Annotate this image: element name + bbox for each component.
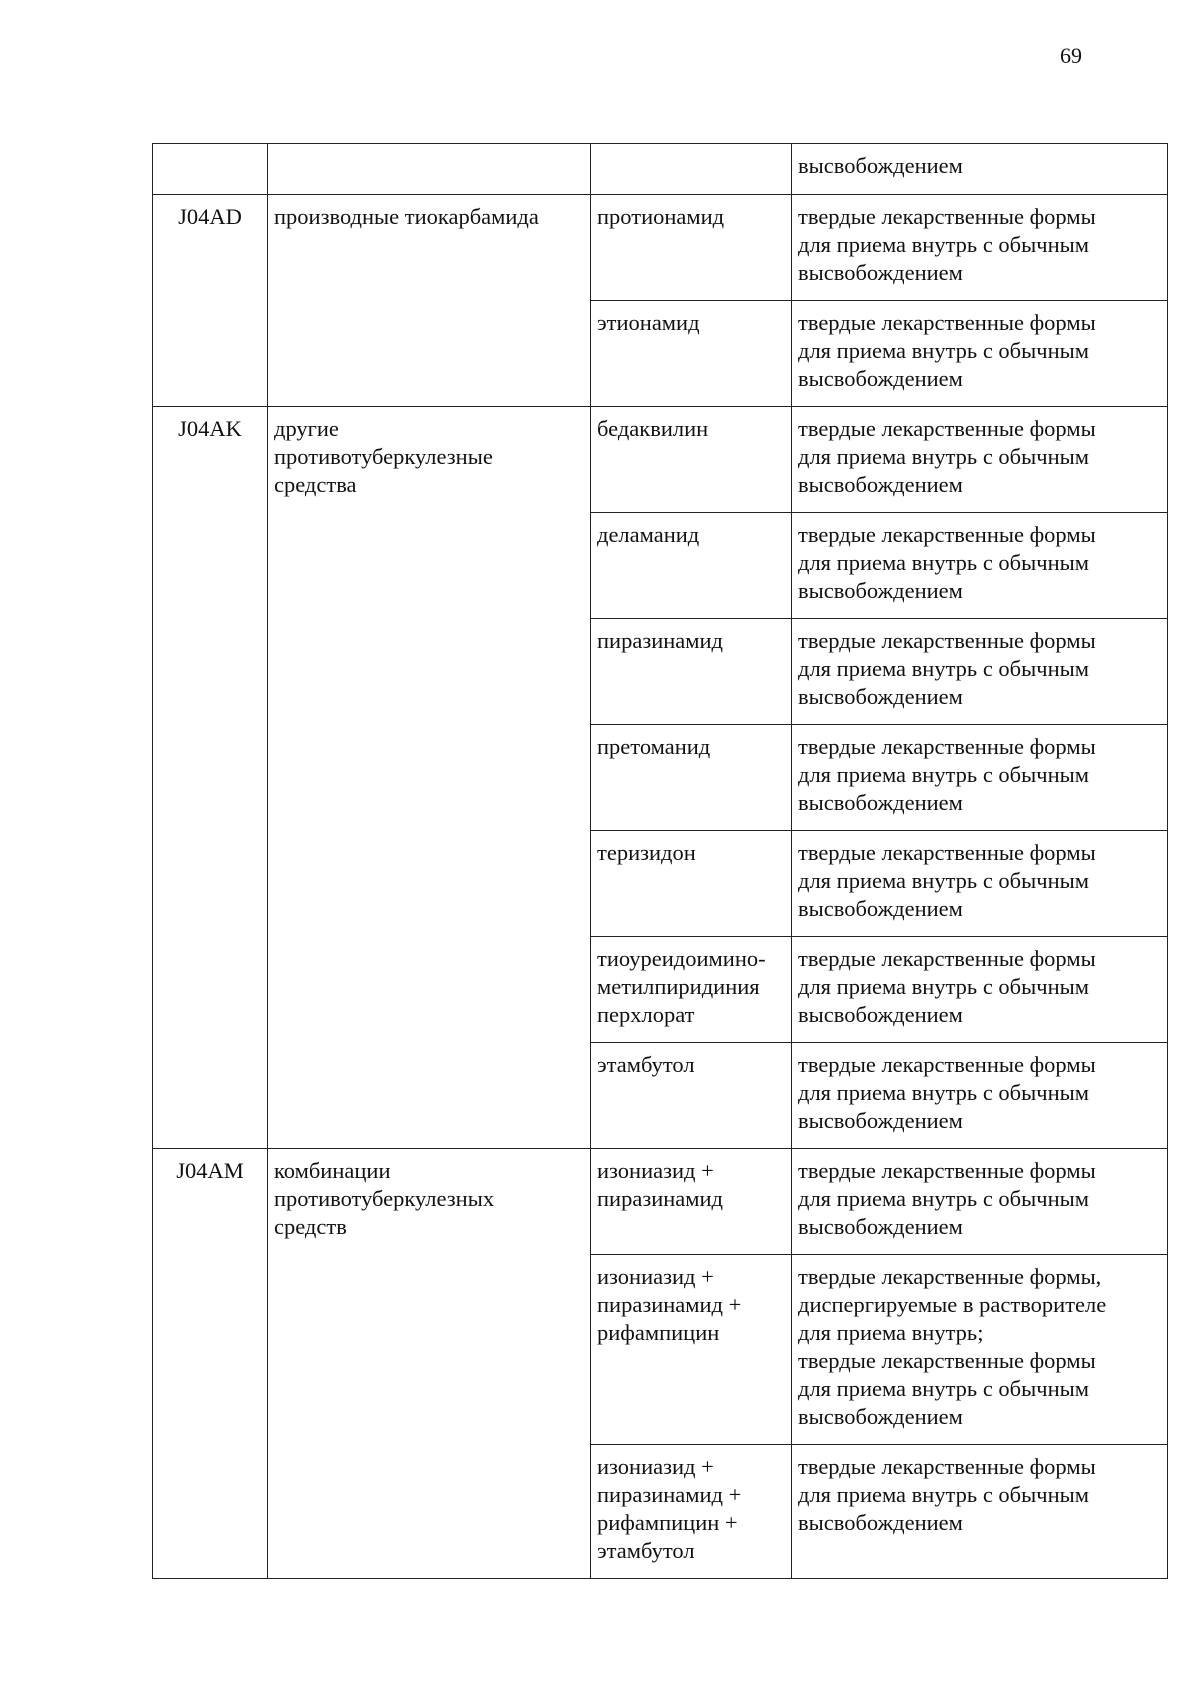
- atc-code-cell: [153, 195, 268, 407]
- drug-cell: [591, 144, 792, 195]
- group-line: другие: [274, 416, 339, 441]
- group-cell: [268, 1149, 591, 1579]
- drug-line: изониазид +: [597, 1454, 714, 1479]
- form-cell: [792, 725, 1168, 831]
- form-line: твердые лекарственные формы: [798, 522, 1096, 547]
- drug-line: пиразинамид: [597, 628, 724, 653]
- form-line: для приема внутрь с обычным: [798, 762, 1089, 787]
- form-line: высвобождением: [798, 1002, 963, 1027]
- drug-line: деламанид: [597, 522, 700, 547]
- form-line: высвобождением: [798, 260, 963, 285]
- group-cell: [268, 407, 591, 1149]
- form-line: твердые лекарственные формы: [798, 1348, 1096, 1373]
- drug-cell: [591, 301, 792, 407]
- form-line: для приема внутрь с обычным: [798, 974, 1089, 999]
- form-line: твердые лекарственные формы: [798, 946, 1096, 971]
- form-line: высвобождением: [798, 790, 963, 815]
- drug-line: протионамид: [597, 204, 725, 229]
- group-line: противотуберкулезных: [274, 1186, 495, 1211]
- form-line: твердые лекарственные формы: [798, 1454, 1096, 1479]
- form-line: высвобождением: [798, 578, 963, 603]
- form-cell: [792, 144, 1168, 195]
- group-cell: [268, 195, 591, 407]
- form-line: для приема внутрь с обычным: [798, 868, 1089, 893]
- form-line: твердые лекарственные формы: [798, 840, 1096, 865]
- form-line: твердые лекарственные формы: [798, 628, 1096, 653]
- drug-line: бедаквилин: [597, 416, 709, 441]
- drug-line: претоманид: [597, 734, 711, 759]
- drug-line: изониазид +: [597, 1264, 714, 1289]
- group-line: средства: [274, 472, 357, 497]
- drug-cell: [591, 1043, 792, 1149]
- form-line: для приема внутрь с обычным: [798, 1376, 1089, 1401]
- form-line: для приема внутрь с обычным: [798, 656, 1089, 681]
- drug-line: пиразинамид +: [597, 1292, 742, 1317]
- drug-line: этамбутол: [597, 1052, 695, 1077]
- drug-line: рифампицин: [597, 1320, 720, 1345]
- atc-code: J04AM: [176, 1158, 244, 1183]
- form-cell: [792, 831, 1168, 937]
- drug-line: перхлорат: [597, 1002, 695, 1027]
- group-cell: [268, 144, 591, 195]
- form-cell: [792, 407, 1168, 513]
- form-line: диспергируемые в растворителе: [798, 1292, 1107, 1317]
- table-row: [153, 144, 1168, 195]
- form-line: для приема внутрь с обычным: [798, 1080, 1089, 1105]
- drug-line: пиразинамид +: [597, 1482, 742, 1507]
- table-row: [153, 407, 1168, 513]
- form-line: твердые лекарственные формы: [798, 1052, 1096, 1077]
- form-line: высвобождением: [798, 684, 963, 709]
- form-line: твердые лекарственные формы: [798, 416, 1096, 441]
- form-line: твердые лекарственные формы: [798, 1158, 1096, 1183]
- drug-line: этамбутол: [597, 1538, 695, 1563]
- page-number: 69: [1060, 43, 1082, 68]
- drug-cell: [591, 1149, 792, 1255]
- drug-line: теризидон: [597, 840, 696, 865]
- form-line: для приема внутрь с обычным: [798, 338, 1089, 363]
- drug-line: тиоуреидоимино-: [597, 946, 766, 971]
- form-cell: [792, 1149, 1168, 1255]
- drug-cell: [591, 619, 792, 725]
- group-line: противотуберкулезные: [274, 444, 493, 469]
- drug-cell: [591, 937, 792, 1043]
- atc-code-cell: [153, 1149, 268, 1579]
- drug-cell: [591, 1255, 792, 1445]
- drug-cell: [591, 831, 792, 937]
- drug-cell: [591, 725, 792, 831]
- form-line: твердые лекарственные формы: [798, 204, 1096, 229]
- atc-code: J04AK: [178, 416, 242, 441]
- drug-line: пиразинамид: [597, 1186, 724, 1211]
- form-line: высвобождением: [798, 1108, 963, 1133]
- group-line: средств: [274, 1214, 347, 1239]
- atc-code: J04AD: [178, 204, 242, 229]
- table-row: [153, 1149, 1168, 1255]
- form-line: высвобождением: [798, 366, 963, 391]
- drug-line: этионамид: [597, 310, 700, 335]
- form-line: твердые лекарственные формы: [798, 734, 1096, 759]
- group-line: производные тиокарбамида: [274, 204, 539, 229]
- form-line: твердые лекарственные формы,: [798, 1264, 1102, 1289]
- form-cell: [792, 301, 1168, 407]
- drug-table: [152, 143, 1168, 1579]
- form-cell: [792, 619, 1168, 725]
- form-line: для приема внутрь с обычным: [798, 232, 1089, 257]
- form-line: высвобождением: [798, 153, 963, 178]
- drug-line: изониазид +: [597, 1158, 714, 1183]
- form-line: высвобождением: [798, 1510, 963, 1535]
- form-cell: [792, 937, 1168, 1043]
- form-line: для приема внутрь с обычным: [798, 1186, 1089, 1211]
- atc-code-cell: [153, 144, 268, 195]
- drug-cell: [591, 1445, 792, 1579]
- form-cell: [792, 195, 1168, 301]
- drug-line: метилпиридиния: [597, 974, 760, 999]
- drug-cell: [591, 195, 792, 301]
- form-cell: [792, 1445, 1168, 1579]
- drug-cell: [591, 407, 792, 513]
- form-line: для приема внутрь;: [798, 1320, 984, 1345]
- form-line: высвобождением: [798, 472, 963, 497]
- atc-code-cell: [153, 407, 268, 1149]
- drug-line: рифампицин +: [597, 1510, 738, 1535]
- table-row: [153, 195, 1168, 301]
- form-cell: [792, 1043, 1168, 1149]
- form-line: твердые лекарственные формы: [798, 310, 1096, 335]
- form-line: высвобождением: [798, 1404, 963, 1429]
- form-line: для приема внутрь с обычным: [798, 1482, 1089, 1507]
- form-line: высвобождением: [798, 896, 963, 921]
- form-line: высвобождением: [798, 1214, 963, 1239]
- group-line: комбинации: [274, 1158, 391, 1183]
- form-cell: [792, 1255, 1168, 1445]
- form-cell: [792, 513, 1168, 619]
- form-line: для приема внутрь с обычным: [798, 550, 1089, 575]
- drug-cell: [591, 513, 792, 619]
- form-line: для приема внутрь с обычным: [798, 444, 1089, 469]
